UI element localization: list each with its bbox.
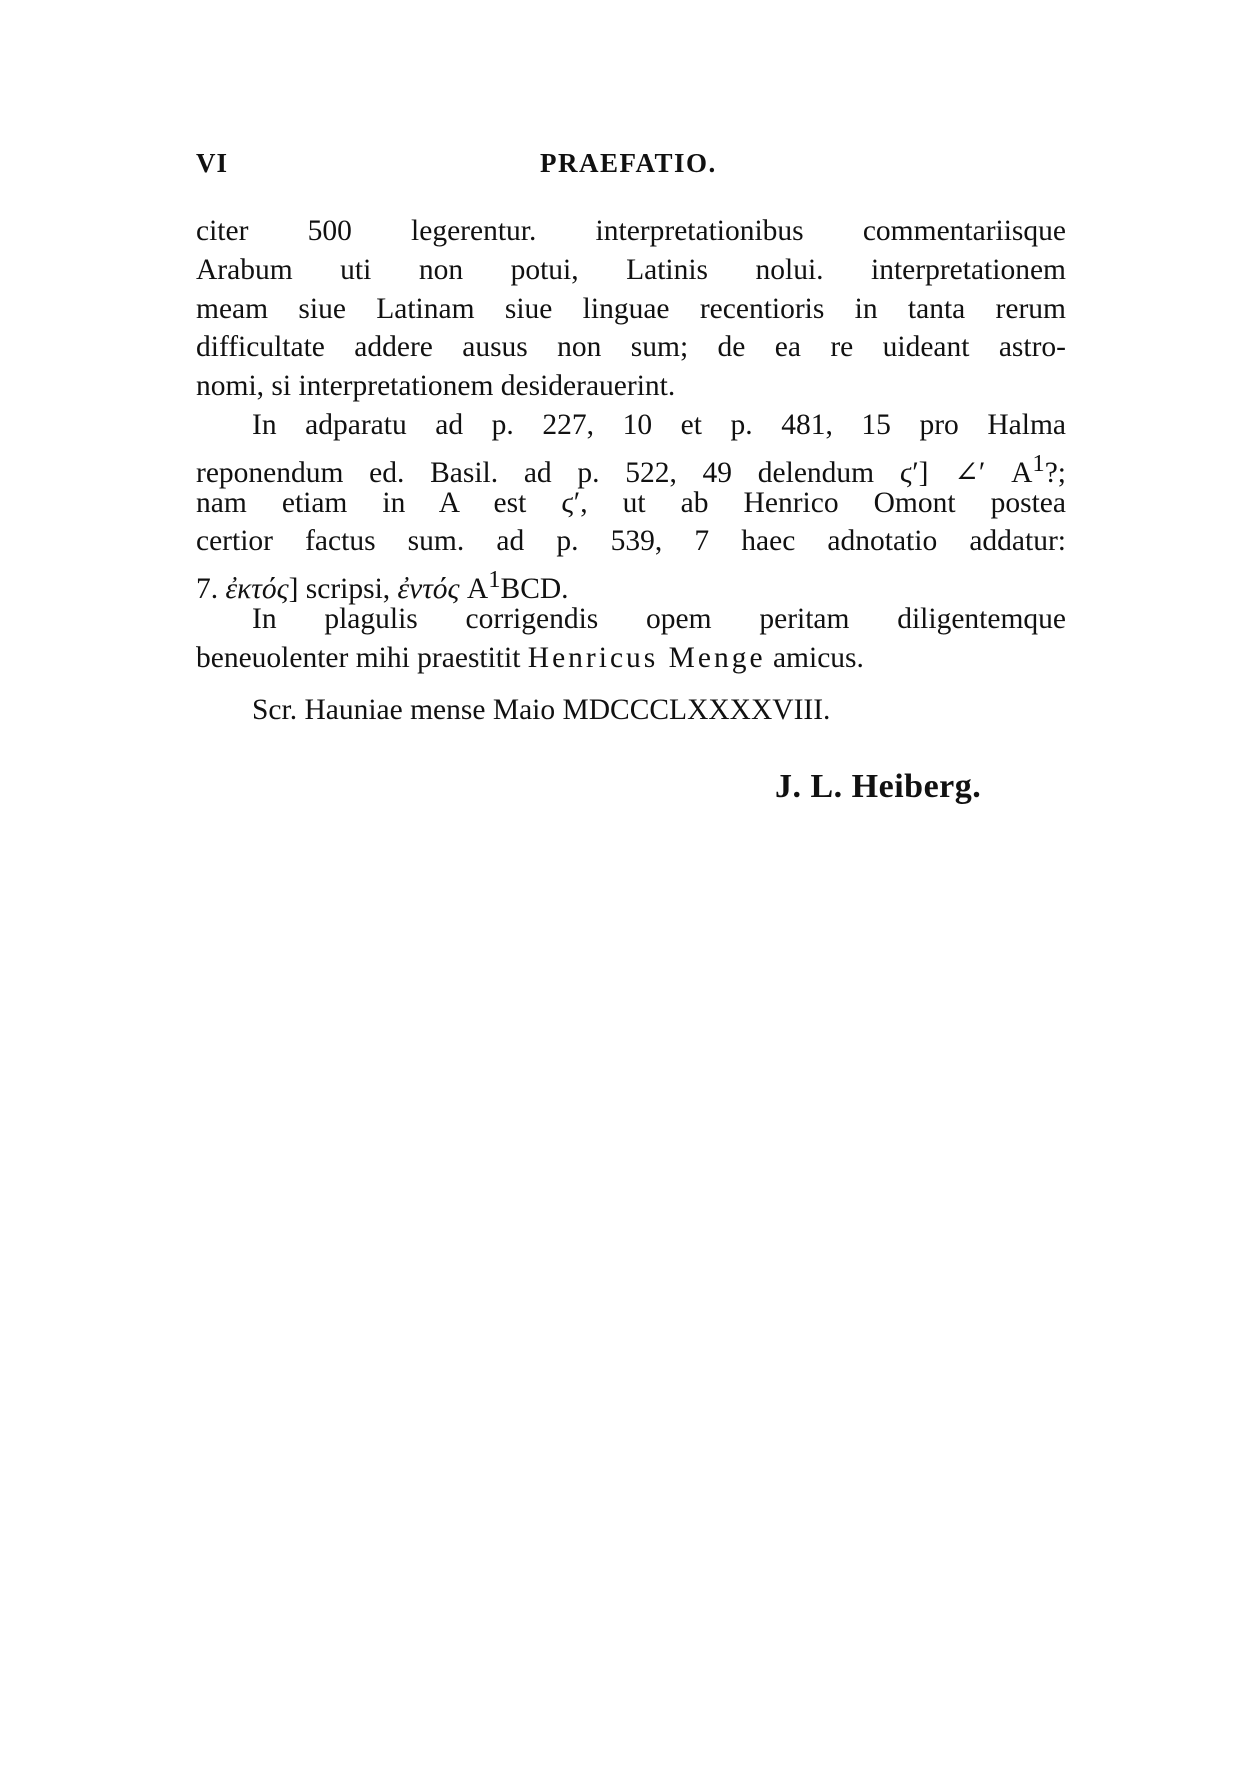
text-line: meam siue Latinam siue linguae recentioris in tanta rerum — [196, 292, 1066, 325]
text-line: citer 500 legerentur. interpretationibus commentariisque — [196, 215, 1066, 247]
text-line — [196, 445, 1067, 489]
manuscript-siglum: A — [466, 573, 489, 605]
greek-word: ἐκτός — [225, 573, 289, 605]
paragraph-2 — [196, 406, 1067, 605]
paragraph-1 — [196, 212, 1066, 406]
page-number: VI — [196, 148, 229, 178]
manuscript-sigla: BCD. — [500, 573, 569, 605]
angle-symbol: ∠′ — [954, 456, 986, 489]
text-line: Arabum uti non potui, Latinis nolui. interpretationem — [196, 253, 1066, 286]
text-segment: ?; — [1044, 456, 1067, 489]
text-line: nomi, si interpretationem desiderauerint. — [196, 370, 676, 403]
person-name: Henricus Menge — [527, 641, 766, 674]
text-line — [196, 484, 1066, 523]
text-line: In adparatu ad p. 227, 10 et p. 481, 15 pro Halma — [252, 408, 1066, 441]
text-segment: beneuolenter mihi praestitit — [196, 641, 521, 674]
line-number: 7. — [196, 573, 219, 605]
text-line: difficultate addere ausus non sum; de ea re uideant astro- — [196, 331, 1066, 364]
text-segment: ] scripsi, — [288, 573, 391, 605]
body-text — [196, 212, 1066, 678]
superscript: 1 — [1032, 449, 1045, 477]
text-segment: nam etiam in A est — [196, 486, 527, 519]
text-line — [196, 639, 1066, 678]
running-title: PRAEFATIO. — [540, 148, 717, 178]
superscript: 1 — [488, 566, 501, 594]
paragraph-3 — [196, 600, 1066, 678]
text-line: certior factus sum. ad p. 539, 7 haec adnotatio addatur: — [196, 525, 1066, 558]
date-line: Scr. Hauniae mense Maio MDCCCLXXXXVIII. — [252, 694, 831, 726]
greek-numeral-symbol: ϛ′] — [899, 456, 929, 489]
page-header — [196, 148, 1066, 182]
text-line — [196, 561, 1066, 605]
greek-numeral-symbol: ϛ′, — [561, 486, 588, 519]
greek-word: ἐντός — [397, 573, 460, 605]
author-signature: J. L. Heiberg. — [775, 768, 982, 805]
manuscript-siglum: A — [1011, 456, 1033, 489]
text-segment: amicus. — [772, 641, 864, 674]
text-line: In plagulis corrigendis opem peritam diligentemque — [252, 602, 1066, 635]
text-segment: reponendum ed. Basil. ad p. 522, 49 delendum — [196, 456, 875, 489]
text-segment: ut ab Henrico Omont postea — [622, 486, 1066, 519]
